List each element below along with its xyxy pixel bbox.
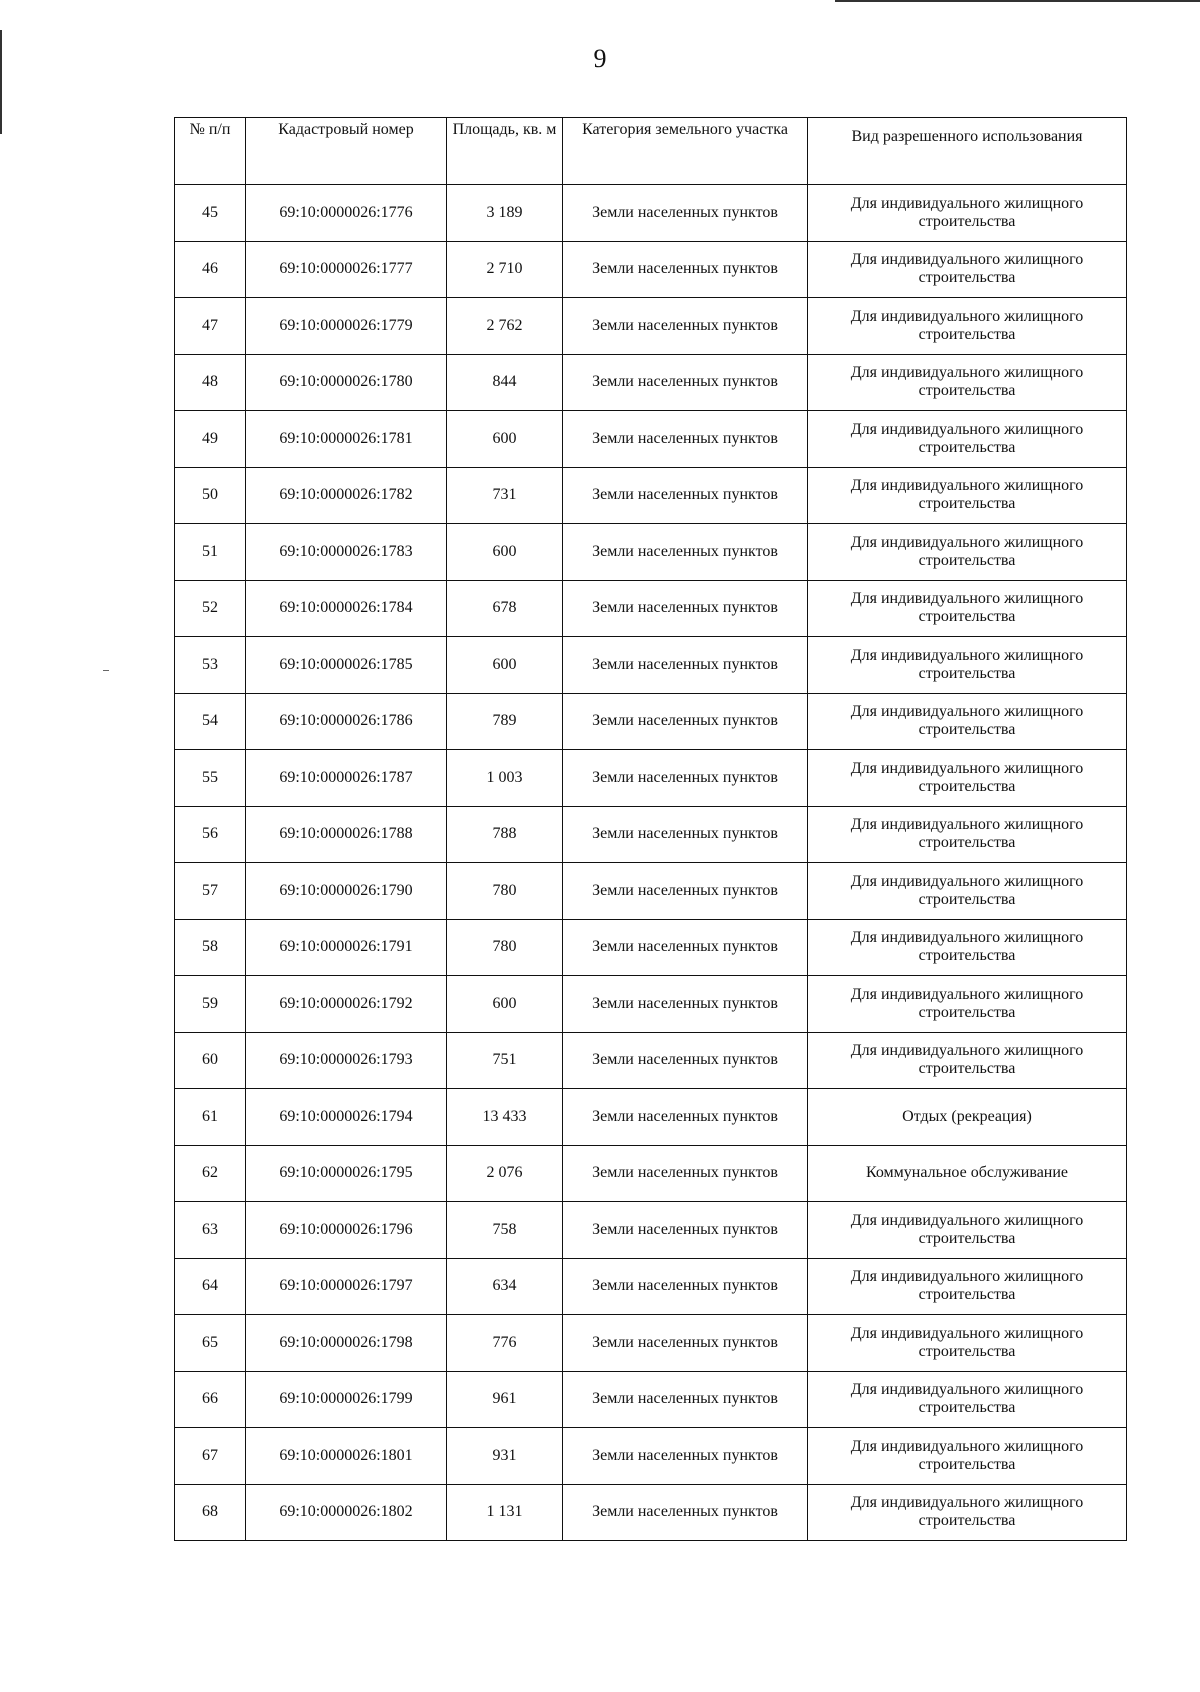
row-number-cell: 67: [175, 1428, 246, 1485]
permitted-use-cell: Для индивидуального жилищного строительства: [808, 467, 1127, 524]
land-category-cell: Земли населенных пунктов: [563, 1145, 808, 1202]
row-number-cell: 54: [175, 693, 246, 750]
cadastral-number-cell: 69:10:0000026:1787: [246, 750, 447, 807]
area-cell: 751: [447, 1032, 563, 1089]
permitted-use-cell: Для индивидуального жилищного строительства: [808, 1258, 1127, 1315]
permitted-use-cell: Для индивидуального жилищного строительства: [808, 580, 1127, 637]
cadastral-number-cell: 69:10:0000026:1786: [246, 693, 447, 750]
area-cell: 2 076: [447, 1145, 563, 1202]
row-number-cell: 57: [175, 863, 246, 920]
table-row: [175, 1145, 1127, 1202]
permitted-use-cell: Коммунальное обслуживание: [808, 1145, 1127, 1202]
area-cell: 634: [447, 1258, 563, 1315]
table-row: [175, 1484, 1127, 1541]
header-permitted-use: Вид разрешенного использования: [808, 118, 1127, 185]
table-row: [175, 1089, 1127, 1146]
area-cell: 600: [447, 637, 563, 694]
area-cell: 731: [447, 467, 563, 524]
permitted-use-cell: Для индивидуального жилищного строительства: [808, 185, 1127, 242]
row-number-cell: 48: [175, 354, 246, 411]
land-category-cell: Земли населенных пунктов: [563, 919, 808, 976]
row-number-cell: 68: [175, 1484, 246, 1541]
land-parcels-table: [174, 117, 1127, 1541]
area-cell: 780: [447, 863, 563, 920]
cadastral-number-cell: 69:10:0000026:1795: [246, 1145, 447, 1202]
permitted-use-cell: Для индивидуального жилищного строительства: [808, 411, 1127, 468]
table-row: [175, 580, 1127, 637]
row-number-cell: 53: [175, 637, 246, 694]
land-category-cell: Земли населенных пунктов: [563, 354, 808, 411]
permitted-use-cell: Для индивидуального жилищного строительства: [808, 1484, 1127, 1541]
area-cell: 600: [447, 976, 563, 1033]
table-row: [175, 524, 1127, 581]
row-number-cell: 58: [175, 919, 246, 976]
area-cell: 789: [447, 693, 563, 750]
cadastral-number-cell: 69:10:0000026:1794: [246, 1089, 447, 1146]
table-row: [175, 637, 1127, 694]
permitted-use-cell: Для индивидуального жилищного строительства: [808, 750, 1127, 807]
area-cell: 758: [447, 1202, 563, 1259]
land-category-cell: Земли населенных пунктов: [563, 298, 808, 355]
scan-edge-line: [835, 0, 1200, 2]
area-cell: 780: [447, 919, 563, 976]
area-cell: 2 710: [447, 241, 563, 298]
table-row: [175, 693, 1127, 750]
permitted-use-cell: Для индивидуального жилищного строительства: [808, 1202, 1127, 1259]
permitted-use-cell: Для индивидуального жилищного строительства: [808, 241, 1127, 298]
cadastral-number-cell: 69:10:0000026:1788: [246, 806, 447, 863]
land-category-cell: Земли населенных пунктов: [563, 1202, 808, 1259]
scan-speck: [103, 670, 109, 671]
row-number-cell: 45: [175, 185, 246, 242]
table-row: [175, 1315, 1127, 1372]
cadastral-number-cell: 69:10:0000026:1792: [246, 976, 447, 1033]
row-number-cell: 56: [175, 806, 246, 863]
table-row: [175, 806, 1127, 863]
land-category-cell: Земли населенных пунктов: [563, 1371, 808, 1428]
header-area: Площадь, кв. м: [447, 118, 563, 185]
table-row: [175, 750, 1127, 807]
row-number-cell: 66: [175, 1371, 246, 1428]
row-number-cell: 47: [175, 298, 246, 355]
table-row: [175, 919, 1127, 976]
permitted-use-cell: Для индивидуального жилищного строительства: [808, 863, 1127, 920]
row-number-cell: 64: [175, 1258, 246, 1315]
land-category-cell: Земли населенных пунктов: [563, 693, 808, 750]
row-number-cell: 59: [175, 976, 246, 1033]
area-cell: 776: [447, 1315, 563, 1372]
permitted-use-cell: Для индивидуального жилищного строительства: [808, 1371, 1127, 1428]
land-category-cell: Земли населенных пунктов: [563, 241, 808, 298]
area-cell: 600: [447, 411, 563, 468]
row-number-cell: 51: [175, 524, 246, 581]
cadastral-number-cell: 69:10:0000026:1776: [246, 185, 447, 242]
permitted-use-cell: Для индивидуального жилищного строительства: [808, 1428, 1127, 1485]
cadastral-number-cell: 69:10:0000026:1784: [246, 580, 447, 637]
cadastral-number-cell: 69:10:0000026:1799: [246, 1371, 447, 1428]
area-cell: 844: [447, 354, 563, 411]
table-row: [175, 411, 1127, 468]
permitted-use-cell: Для индивидуального жилищного строительства: [808, 806, 1127, 863]
cadastral-number-cell: 69:10:0000026:1797: [246, 1258, 447, 1315]
land-category-cell: Земли населенных пунктов: [563, 1032, 808, 1089]
row-number-cell: 46: [175, 241, 246, 298]
area-cell: 931: [447, 1428, 563, 1485]
table-row: [175, 1258, 1127, 1315]
land-category-cell: Земли населенных пунктов: [563, 976, 808, 1033]
row-number-cell: 60: [175, 1032, 246, 1089]
area-cell: 788: [447, 806, 563, 863]
permitted-use-cell: Для индивидуального жилищного строительства: [808, 1032, 1127, 1089]
cadastral-number-cell: 69:10:0000026:1790: [246, 863, 447, 920]
table-header-row: [175, 118, 1127, 185]
area-cell: 13 433: [447, 1089, 563, 1146]
table-row: [175, 1202, 1127, 1259]
area-cell: 600: [447, 524, 563, 581]
table-row: [175, 1032, 1127, 1089]
cadastral-number-cell: 69:10:0000026:1783: [246, 524, 447, 581]
land-category-cell: Земли населенных пунктов: [563, 863, 808, 920]
land-category-cell: Земли населенных пунктов: [563, 806, 808, 863]
land-category-cell: Земли населенных пунктов: [563, 524, 808, 581]
table-row: [175, 1428, 1127, 1485]
header-cadastral-number: Кадастровый номер: [246, 118, 447, 185]
land-category-cell: Земли населенных пунктов: [563, 750, 808, 807]
row-number-cell: 63: [175, 1202, 246, 1259]
table-row: [175, 863, 1127, 920]
cadastral-number-cell: 69:10:0000026:1780: [246, 354, 447, 411]
land-category-cell: Земли населенных пунктов: [563, 1484, 808, 1541]
permitted-use-cell: Для индивидуального жилищного строительства: [808, 354, 1127, 411]
table-row: [175, 354, 1127, 411]
land-category-cell: Земли населенных пунктов: [563, 185, 808, 242]
land-category-cell: Земли населенных пунктов: [563, 1258, 808, 1315]
area-cell: 1 131: [447, 1484, 563, 1541]
header-land-category: Категория земельного участка: [563, 118, 808, 185]
row-number-cell: 62: [175, 1145, 246, 1202]
area-cell: 3 189: [447, 185, 563, 242]
cadastral-number-cell: 69:10:0000026:1779: [246, 298, 447, 355]
table-row: [175, 976, 1127, 1033]
area-cell: 961: [447, 1371, 563, 1428]
row-number-cell: 50: [175, 467, 246, 524]
permitted-use-cell: Для индивидуального жилищного строительства: [808, 1315, 1127, 1372]
permitted-use-cell: Отдых (рекреация): [808, 1089, 1127, 1146]
permitted-use-cell: Для индивидуального жилищного строительства: [808, 976, 1127, 1033]
area-cell: 2 762: [447, 298, 563, 355]
cadastral-number-cell: 69:10:0000026:1781: [246, 411, 447, 468]
row-number-cell: 49: [175, 411, 246, 468]
table-row: [175, 298, 1127, 355]
cadastral-number-cell: 69:10:0000026:1802: [246, 1484, 447, 1541]
table-row: [175, 467, 1127, 524]
table-row: [175, 241, 1127, 298]
land-category-cell: Земли населенных пунктов: [563, 637, 808, 694]
row-number-cell: 52: [175, 580, 246, 637]
land-category-cell: Земли населенных пунктов: [563, 1315, 808, 1372]
table-body: [175, 185, 1127, 1541]
permitted-use-cell: Для индивидуального жилищного строительства: [808, 693, 1127, 750]
land-category-cell: Земли населенных пунктов: [563, 1428, 808, 1485]
area-cell: 678: [447, 580, 563, 637]
land-category-cell: Земли населенных пунктов: [563, 580, 808, 637]
row-number-cell: 61: [175, 1089, 246, 1146]
cadastral-number-cell: 69:10:0000026:1796: [246, 1202, 447, 1259]
header-number: № п/п: [175, 118, 246, 185]
cadastral-number-cell: 69:10:0000026:1801: [246, 1428, 447, 1485]
page-number: 9: [593, 44, 607, 73]
cadastral-number-cell: 69:10:0000026:1793: [246, 1032, 447, 1089]
land-category-cell: Земли населенных пунктов: [563, 1089, 808, 1146]
table-row: [175, 1371, 1127, 1428]
cadastral-number-cell: 69:10:0000026:1782: [246, 467, 447, 524]
table-row: [175, 185, 1127, 242]
row-number-cell: 55: [175, 750, 246, 807]
permitted-use-cell: Для индивидуального жилищного строительства: [808, 637, 1127, 694]
cadastral-number-cell: 69:10:0000026:1798: [246, 1315, 447, 1372]
permitted-use-cell: Для индивидуального жилищного строительства: [808, 298, 1127, 355]
row-number-cell: 65: [175, 1315, 246, 1372]
permitted-use-cell: Для индивидуального жилищного строительства: [808, 919, 1127, 976]
land-category-cell: Земли населенных пунктов: [563, 411, 808, 468]
land-category-cell: Земли населенных пунктов: [563, 467, 808, 524]
cadastral-number-cell: 69:10:0000026:1777: [246, 241, 447, 298]
cadastral-number-cell: 69:10:0000026:1785: [246, 637, 447, 694]
area-cell: 1 003: [447, 750, 563, 807]
cadastral-number-cell: 69:10:0000026:1791: [246, 919, 447, 976]
permitted-use-cell: Для индивидуального жилищного строительства: [808, 524, 1127, 581]
